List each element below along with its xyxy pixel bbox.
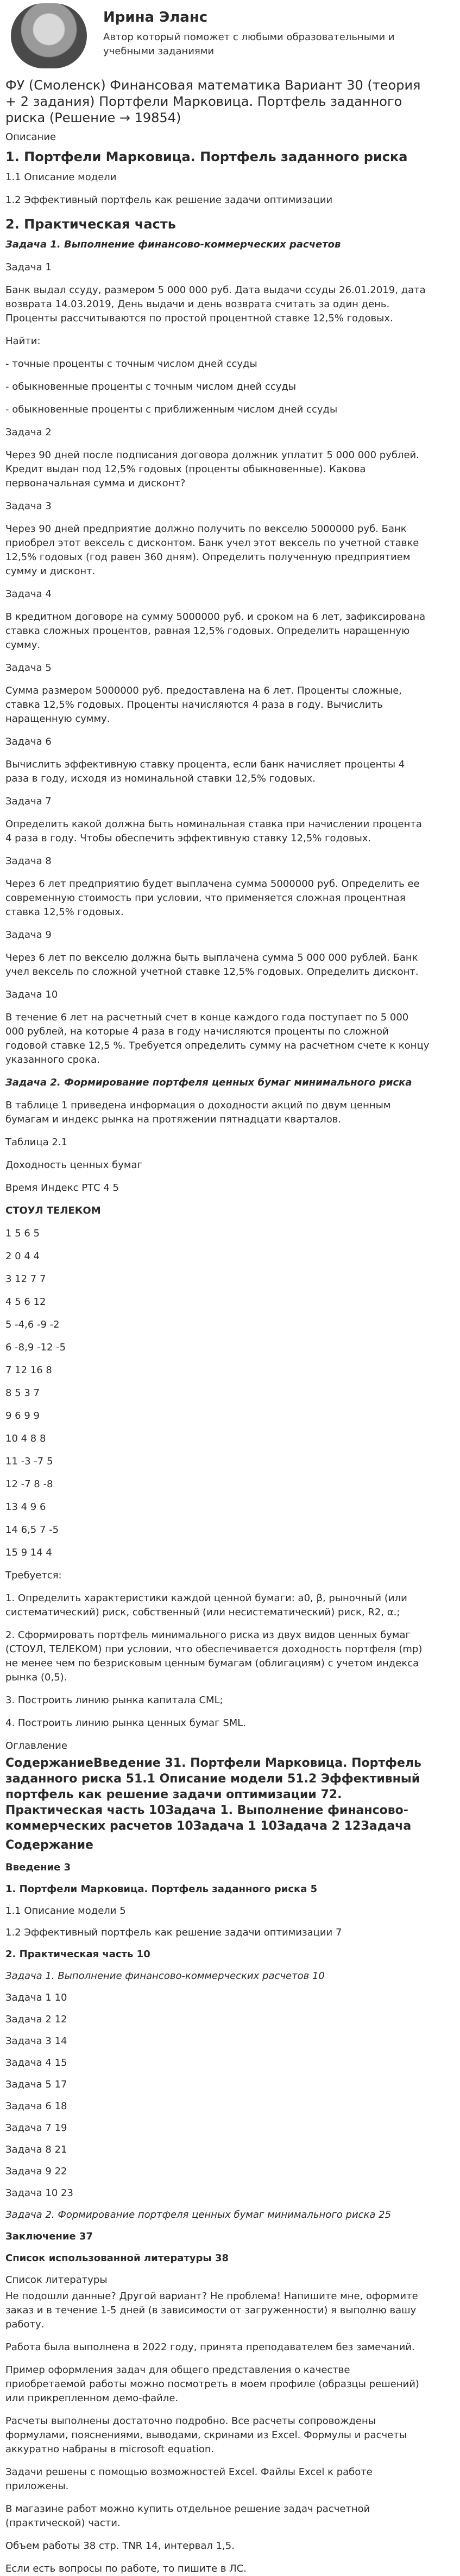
task-text: Через 90 дней после подписания договора должник уплатит 5 000 000 рублей. Кредит выдан под 12,5% годовых (проценты обыкновенные). Какова первоначальная сумма и дисконт?	[5, 449, 419, 489]
footer-note: Расчеты выполнены достаточно подробно. Все расчеты сопровождены формулами, пояснениями, выводами, скринами из Excel. Формулы и расчеты аккуратно набраны в microsoft equation.	[5, 2415, 407, 2455]
task-text: Сумма размером 5000000 руб. предоставлена на 6 лет. Проценты сложные, ставка 12,5% годовых. Проценты начисляются 4 раза в году. Вычислить наращенную сумму.	[5, 685, 402, 725]
table-row: 2 0 4 4	[5, 1251, 40, 1262]
task-text: Через 90 дней предприятие должно получить по векселю 5000000 руб. Банк приобрел этот вексель с дисконтом. Банк учел этот вексель по учетной ставке 12,5% годовых (год равен 360 дням). Определить полученную предприятием сумму и дисконт.	[5, 523, 419, 577]
securities-label: СТОУЛ ТЕЛЕКОМ	[5, 1205, 101, 1216]
requirement-item: 4. Построить линию рынка ценных бумаг SML.	[5, 1717, 247, 1729]
section1-heading: 1. Портфели Марковица. Портфель заданного риска	[5, 149, 408, 164]
task-label: Задача 6	[5, 736, 52, 747]
task-label: Задача 7	[5, 796, 52, 807]
literature-label: Список литературы	[5, 2274, 108, 2286]
table-row: 8 5 3 7	[5, 1387, 40, 1399]
requirements-list	[5, 1591, 430, 1730]
footer-note: Объем работы 38 стр. TNR 14, интервал 1,5.	[5, 2540, 235, 2552]
table-row: 11 -3 -7 5	[5, 1456, 53, 1467]
author-header	[5, 0, 430, 74]
yield-label: Доходность ценных бумаг	[5, 1159, 142, 1171]
toc-entry: 2. Практическая часть 10	[5, 1949, 150, 1960]
section1-item: 1.2 Эффективный портфель как решение задачи оптимизации	[5, 194, 333, 206]
footer-note: Пример оформления задач для общего представления о качестве приобретаемой работы можно посмотреть в моем профиле (образцы решений) или прикрепленном демо-файле.	[5, 2364, 419, 2404]
table-row: 5 -4,6 -9 -2	[5, 1319, 60, 1330]
toc-run-in: СодержаниеВведение 31. Портфели Марковица. Портфель заданного риска 51.1 Описание модели 51.2 Эффективный портфель как решение задачи оптимизации 72. Практическая часть 10Задача 1. Выполнение финансово-коммерческих расчетов 10Задача 1 10Задача 2 12Задача	[5, 1756, 421, 1833]
footer-note: Если есть вопросы по работе, то пишите в ЛС.	[5, 2563, 247, 2574]
toc-entry: Задача 5 17	[5, 2079, 67, 2090]
task-text: В кредитном договоре на сумму 5000000 руб. и сроком на 6 лет, зафиксирована ставка сложных процентов, равная 12,5% годовых. Определить наращенную сумму.	[5, 611, 426, 651]
toc-label: Оглавление	[5, 1740, 67, 1752]
toc-entry: Задача 4 15	[5, 2057, 67, 2069]
table-row: 15 9 14 4	[5, 1547, 52, 1558]
table-row: 9 6 9 9	[5, 1410, 40, 1422]
task2-heading: Задача 2. Формирование портфеля ценных бумаг минимального риска	[5, 1077, 412, 1088]
toc-entry: 1. Портфели Марковица. Портфель заданного риска 5	[5, 1883, 318, 1895]
author-name[interactable]: Ирина Эланс	[103, 9, 208, 26]
contents-list	[5, 1861, 430, 2266]
task-text: Через 6 лет предприятию будет выплачена сумма 5000000 руб. Определить ее современную стоимость при условии, что применяется сложная процентная ставка 12,5% годовых.	[5, 878, 420, 918]
find-item: - обыкновенные проценты с точным числом дней ссуды	[5, 381, 297, 392]
table-row: 4 5 6 12	[5, 1296, 46, 1308]
avatar[interactable]	[11, 3, 87, 68]
task2-intro: В таблице 1 приведена информация о доходности акций по двум ценным бумагам и индекс рынка на протяжении пятнадцати кварталов.	[5, 1100, 391, 1125]
table-row: 1 5 6 5	[5, 1228, 40, 1239]
section1-item: 1.1 Описание модели	[5, 172, 117, 183]
footer-note: Работа была выполнена в 2022 году, принята преподавателем без замечаний.	[5, 2342, 415, 2353]
find-label: Найти:	[5, 335, 41, 347]
yield-table	[5, 1227, 430, 1560]
find-item: - обыкновенные проценты с приближенным числом дней ссуды	[5, 404, 338, 415]
requirement-item: 3. Построить линию рынка капитала CML;	[5, 1695, 223, 1706]
table-row: 13 4 9 6	[5, 1501, 46, 1513]
page-title: ФУ (Смоленск) Финансовая математика Вариант 30 (теория + 2 задания) Портфели Марковица. Портфель заданного риска (Решение → 19854)	[5, 78, 421, 125]
footer-note: Задачи решены с помощью возможностей Excel. Файлы Excel к работе приложены.	[5, 2466, 373, 2492]
toc-entry: 1.2 Эффективный портфель как решение задачи оптимизации 7	[5, 1927, 342, 1938]
requirements-label: Требуется:	[5, 1570, 62, 1581]
author-info	[103, 3, 407, 59]
task-label: Задача 4	[5, 588, 52, 600]
table-row: 6 -8,9 -12 -5	[5, 1342, 66, 1353]
footer-note: Не подошли данные? Другой вариант? Не проблема! Напишите мне, оформите заказ и в течение 1-5 дней (в зависимости от загруженности) я выполню вашу работу.	[5, 2291, 418, 2330]
toc-entry: Введение 3	[5, 1862, 71, 1873]
task-text: Банк выдал ссуду, размером 5 000 000 руб. Дата выдачи ссуды 26.01.2019, дата возврата 14.03.2019, День выдачи и день возврата считать за один день. Проценты рассчитываются по простой процентной ставке 12,5% годовых.	[5, 284, 426, 324]
footer-notes	[5, 2289, 430, 2576]
task-label: Задача 9	[5, 929, 52, 941]
footer-note: В магазине работ можно купить отдельное решение задач расчетной (практической) части.	[5, 2503, 370, 2529]
table-row: 14 6,5 7 -5	[5, 1524, 59, 1536]
toc-entry: Список использованной литературы 38	[5, 2253, 229, 2264]
toc-entry: Задача 8 21	[5, 2144, 67, 2155]
toc-entry: Задача 2. Формирование портфеля ценных бумаг минимального риска 25	[5, 2209, 392, 2220]
time-label: Время Индекс РТС 4 5	[5, 1182, 119, 1194]
toc-entry: Задача 1 10	[5, 1992, 67, 2003]
task-label: Задача 3	[5, 500, 52, 512]
table-label: Таблица 2.1	[5, 1137, 67, 1148]
description-label: Описание	[5, 131, 56, 143]
toc-entry: Задача 9 22	[5, 2166, 67, 2177]
task-text: В течение 6 лет на расчетный счет в конце каждого года поступает по 5 000 000 рублей, на которые 4 раза в году начисляются проценты по сложной годовой ставке 12,5 %. Требуется определить сумму на расчетном счете к концу указанного срока.	[5, 1012, 430, 1065]
contents-heading: Содержание	[5, 1838, 93, 1852]
table-row: 3 12 7 7	[5, 1273, 46, 1285]
toc-entry: Задача 2 12	[5, 2014, 67, 2025]
task-label: Задача 5	[5, 662, 52, 674]
requirement-item: 1. Определить характеристики каждой ценной бумаги: a0, β, рыночный (или систематический) риск, собственный (или несистематический) риск, R2, α.;	[5, 1592, 407, 1618]
task1-heading: Задача 1. Выполнение финансово-коммерческих расчетов	[5, 239, 341, 250]
task-label: Задача 1	[5, 262, 52, 273]
requirement-item: 2. Сформировать портфель минимального риска из двух видов ценных бумаг (СТОУЛ, ТЕЛЕКОМ) при условии, что обеспечивается доходность портфеля (mp) не менее чем по безрисковым ценным бумагам (облигациям) с учетом индекса рынка (0,5).	[5, 1629, 423, 1683]
toc-entry: Задача 7 19	[5, 2122, 67, 2134]
toc-entry: Задача 3 14	[5, 2035, 67, 2047]
task-text: Вычислить эффективную ставку процента, если банк начисляет проценты 4 раза в году, исходя из номинальной ставки 12,5% годовых.	[5, 759, 405, 784]
toc-entry: Задача 10 23	[5, 2187, 73, 2199]
table-row: 7 12 16 8	[5, 1365, 52, 1376]
find-item: - точные проценты с точным числом дней ссуды	[5, 358, 257, 370]
task-label: Задача 8	[5, 855, 52, 867]
toc-entry: 1.1 Описание модели 5	[5, 1905, 126, 1917]
task-text: Определить какой должна быть номинальная ставка при начислении процента 4 раза в году. Чтобы обеспечить эффективную ставку 12,5% годовых.	[5, 819, 422, 844]
tasks-list	[5, 426, 430, 1067]
task-label: Задача 2	[5, 427, 52, 438]
toc-entry: Задача 1. Выполнение финансово-коммерческих расчетов 10	[5, 1970, 325, 1982]
table-row: 10 4 8 8	[5, 1433, 46, 1444]
toc-entry: Заключение 37	[5, 2231, 93, 2242]
task-label: Задача 10	[5, 989, 58, 1000]
task-text: Через 6 лет по векселю должна быть выплачена сумма 5 000 000 рублей. Банк учел вексель по сложной учетной ставке 12,5% годовых. Определить дисконт.	[5, 952, 419, 978]
section2-heading: 2. Практическая часть	[5, 217, 176, 232]
author-description: Автор который поможет с любыми образовательными и учебными заданиями	[103, 31, 395, 57]
table-row: 12 -7 8 -8	[5, 1479, 53, 1490]
toc-entry: Задача 6 18	[5, 2101, 67, 2112]
